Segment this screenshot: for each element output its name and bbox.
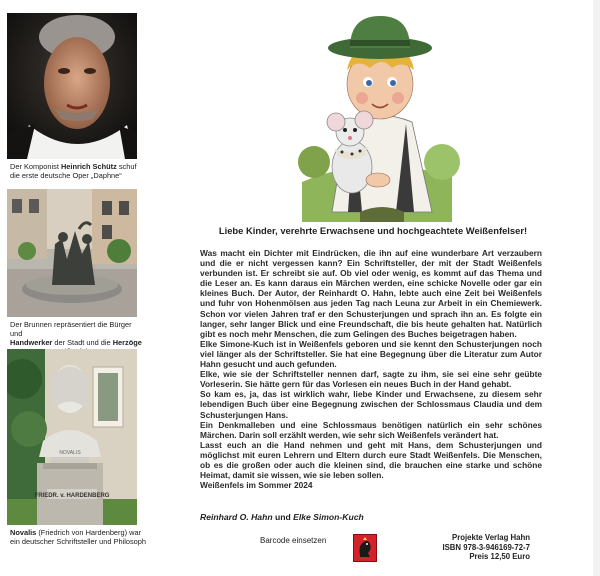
fountain-photo (7, 189, 137, 317)
body-paragraph-date: Weißenfels im Sommer 2024 (200, 480, 313, 491)
publisher-price: Preis 12,50 Euro (469, 552, 530, 562)
bust-inscription: FRIEDR. v. HARDENBERG (34, 493, 110, 499)
novalis-bust-photo (7, 349, 137, 525)
illustration-boy-with-mouse (292, 12, 462, 222)
caption-novalis: Novalis (Friedrich von Hardenberg) war ein deutscher Schriftsteller und Philosoph (10, 528, 146, 546)
body-text (200, 248, 542, 490)
caption-schuetz: Der Komponist Heinrich Schütz schuf die erste deutsche Oper „Daphne“ (10, 162, 137, 180)
body-paragraph: Elke Simone-Kuch ist in Weißenfels geboren und sie kennt den Schusterjungen noch viel länger als der Schriftsteller. Sie hat eine Begegnung über die Literatur zum Autor Hahn gesucht und auch gefunden. (200, 338, 542, 370)
signature (200, 512, 364, 522)
caption-fountain: Der Brunnen repräsentiert die Bürger und Handwerker der Stadt und die Herzöge (10, 320, 142, 347)
body-paragraph: Lasst euch an die Hand nehmen und geht mit Hans, dem Schusterjungen und möglichst mit euren Lehrern und Eltern durch eure Stadt Weißenfels. Die Menschen, ob es die großen oder auch die kleinen sind, die brauchen eine starke und schöne Heimat, damit sie wissen, wie sie leben sollen. (200, 439, 542, 481)
barcode-placeholder-label: Barcode einsetzen (260, 536, 327, 545)
publisher-isbn: ISBN 978-3-946169-72-7 (442, 542, 530, 552)
body-paragraph: Elke, wie sie der Schriftsteller nennen darf, sagte zu ihm, sie sei eine sehr geübte Vorleserin. Sie hätte gern für das Vorlesen ein neues Buch in der Hand gehabt. (200, 369, 542, 390)
signature-and: und (272, 512, 294, 522)
publisher-info (420, 533, 530, 562)
greeting-heading: Liebe Kinder, verehrte Erwachsene und hochgeachtete Weißenfelser! (218, 225, 528, 236)
body-paragraph: So kam es, ja, das ist wirklich wahr, liebe Kinder und Erwachsene, zu diesem sehr lebendigen Buch über eine Begegnung zwischen der Schlossmaus Claudia und dem Schusterjungen Hans. (200, 389, 542, 420)
publisher-logo-icon (353, 534, 377, 562)
page-edge-strip (593, 0, 600, 576)
body-paragraph: Was macht ein Dichter mit Eindrücken, die ihn auf eine wunderbare Art verzaubern und die er nicht vergessen kann? Ein Schriftsteller, der mit der Stadt Weißenfels verbunden ist. Er schreibt sie auf. Ob viel oder wenig, es kommt auf das Thema und die Leser an. Es kann daraus ein Märchen werden, eine schicke Novelle oder gar ein kleines Buch. Der Autor, der Reinhardt O. Hahn, lebte auch eine Zeit bei Weißenfels und fuhr von Hohenmölsen aus jeden Tag nach Leuna zur Arbeit in ein Chemiewerk. Schon vor vielen Jahren traf er den Schusterjungen und sprach ihn an. Es folgte ein langer, sehr langer Blick und eine Freundschaft, die bis heute gehalten hat. Natürlich gibt es noch mehr Menschen, die zum Gelingen des Buches beigetragen haben. (200, 248, 542, 339)
portrait-schuetz-photo (7, 13, 137, 159)
signature-author-a: Reinhard O. Hahn (200, 512, 273, 522)
body-paragraph: Ein Denkmalleben und eine Schlossmaus benötigen natürlich ein sehr schönes Märchen. Darin soll erzählt werden, wie sehr sich Weißenfels verändert hat. (200, 419, 542, 440)
signature-author-b: Elke Simon-Kuch (293, 512, 364, 522)
publisher-name: Projekte Verlag Hahn (452, 533, 530, 542)
bust-top-text: NOVALIS (59, 450, 81, 456)
